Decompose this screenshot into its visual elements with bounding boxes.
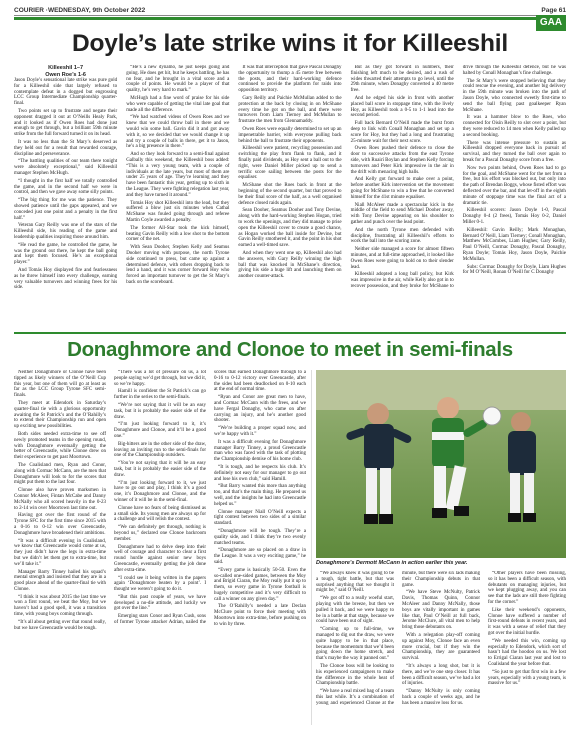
headline-killeeshil: Doyle’s late strike wins it for Killeeshil	[72, 30, 508, 57]
story-killeeshil-paragraphs	[14, 65, 566, 291]
article-paragraph: Hamill is confident the St Patrick’s can go further in the series to the semi-finals.	[114, 389, 206, 401]
article-paragraph: “Every game is basically 50-50. Even the so-called one-sided games, between the Moy and Brigid Ciaran, the Moy really put it up to them, so every game in Tyrone football is hugely competitive and it’s very difficult to call a winner on any given day.”	[214, 567, 306, 602]
score-block	[14, 65, 117, 78]
article-paragraph: “But this past couple of years, we have developed a no-die attitude, and luckily we got over the line.”	[114, 594, 206, 612]
page-number: Page 61	[541, 7, 566, 14]
article-paragraph: “We needed this win, coming up especially to Edendork, which sort of hasn’t had the hoodoo on us. We lost to Errigal Ciaran last year and lost to Coalisland the year before that.	[488, 638, 566, 667]
article-paragraph: “We had watched videos of Owen Roes and we knew that we could throw ball in there and we would win some ball. Gavin did it and got away with it, so we decided that we would change it up and try a couple of balls in there, get it to Jason, he’s a big presence in there.”	[126, 115, 230, 150]
article-paragraph: “I’m just looking forward to it, it’s Donaghmore and Clonoe, and it’ll be a good one.”	[114, 422, 206, 439]
article-paragraph: There was intense pressure to sustain as Killeeshil dropped everyone back in pursuit of survival, and they turned the ball over again to break for a Pascal Donaghy score from a free.	[462, 140, 566, 163]
article-paragraph: It was a hammer blow to the Roes, who connected for Oisín Reilly to slot over a point, but they were reduced to 14 men when Kelly pulled up a second booking.	[462, 115, 566, 138]
article-paragraph: “We got off to a really woeful start, playing with the breeze, but then we pulled it back, and we were happy to be in a battle at that stage, because we could have been out of sight.	[316, 596, 394, 625]
article-paragraph: Sean Dooher, Seamus Dooher and Tony Devine, along with the hard-working Stephen Hogan, tried to work the openings, and they did manage to prise open the Killeeshil cover to create a good chance, as Hogan worked the ball inside for Devine, but Gavin Reilly smothered it, and the point in his shot earned a well-timed save.	[238, 208, 342, 249]
headline-donaghmore-clonoe: Donaghmore and Clonoe to meet in semi-finals	[67, 338, 513, 361]
score-line-home: Killeeshil 1–7	[48, 65, 84, 71]
article-paragraph: Big-hitters are in the other side of the draw, leaving an inviting run to the semi-finals for one of the Championship outsiders.	[114, 441, 206, 459]
article-paragraph: “We always knew it was going to be a tough, tight battle, but that was surprised anything that we thought it might be,” said O’Neill.	[316, 571, 394, 594]
article-paragraph: Clonoe also have proven marksmen in Connor McAleer, Fintan McCabe and Danny McNally who all scored heavily in the 0-23 to 2-14 win over Moortown last time out.	[14, 488, 106, 511]
article-paragraph: Both sides needed extra-time to see off newly promoted teams in the opening round, with Donaghmore eventually getting the better of Greencastle, while Clonoe drew on their experience to get past Moortown.	[14, 431, 106, 461]
column-divider	[311, 370, 312, 725]
article-paragraph: Having got over the first round of the Tyrone SFC for the first time since 2015 with a 0-16 to 0-12 win over Greencastle, Donaghmore have broadened their ambitions.	[14, 513, 106, 536]
article-paragraph: Donaghmore had to delve deep into their well of courage and character to clear a first round hurdle against senior new boys Greencastle, eventually getting the job done after extra-time.	[114, 544, 206, 573]
story-killeeshil-body	[14, 65, 566, 327]
article-paragraph: “The big thing for me was the patience. They showed patience until the gaps appeared, and we conceded just one point and a penalty in the first half.”	[14, 198, 118, 221]
article-paragraph: Like their weekend’s opponents, Clonoe have suffered a number of first-round defeats in recent years, and it was with a sense of relief that they got over the initial hurdle.	[488, 607, 566, 636]
article-paragraph: McShane shot the Roes back in front at the beginning of the second quarter, but that proved to be their final score of the half, as a well organised defence closed raids again.	[238, 183, 342, 206]
article-paragraph: Neither side managed a score for almost fifteen minutes, and at full-time approached, it looked like Owen Roes were going to hold on to their slender lead.	[350, 247, 454, 270]
article-paragraph: “But Barry wanted this more than anything too, and that’s the main thing. He prepared us well, and the insights he had into Greencastle helped us.”	[214, 484, 306, 507]
football-action-photo	[316, 370, 566, 558]
article-paragraph: And so they look forward to a semi-final against Galbally this weekend, the Killeeshil boss added: “This is a very young team, with a couple of individuals at the late years, but most of them are under 25 years of age. They’re learning and they have been fantastic this year, getting up to sixth in the League. They were fighting relegation last year, and they have turned it around.”	[126, 152, 230, 198]
article-paragraph: “Ryan and Conor are great men to have, and Cormac McCann with the frees, and we have Fergal Donaghy, who came on after carrying an injury, and he’s another good shooter.	[214, 395, 306, 424]
masthead-date: COURIER ·WEDNESDAY, 9th October 2022	[14, 7, 146, 14]
article-paragraph: The St Mary’s were stopped believing that they could rescue the evening, and another big delivery in the 59th minute was broken into the path of Jason Doyle, who connected sweetly first-time to send the ball flying past goalkeeper Ryan McShane.	[462, 78, 566, 113]
article-paragraph: “We have a real mixed bag of a team this last while. It’s a combination of young and experienced Clonoe at the minute, but there were six lads making their Championship debuts in that game.	[316, 571, 480, 706]
article-paragraph: “Donaghmore are so placed on a draw in the League. It was a very exciting game,” he said.	[214, 548, 306, 565]
article-paragraph: “I could see it being written in the papers again ‘Donaghmore beaten by a point’. I thought we weren’t going to do it.	[114, 575, 206, 593]
mid-rule	[14, 332, 566, 334]
article-paragraph: Niall McAleer made a spectacular kick in the middle of the field to send Michael Dooher away, with Tony Devine appearing on his shoulder to gather and punch over the lead point.	[350, 202, 454, 225]
article-paragraph: “It was a difficult evening in Coalisland, we know that Greencastle would come at us, they just didn’t have the legs in extra-time but we didn’t let them get to extra-time, but we’ll take it.”	[14, 538, 106, 567]
section-bar	[14, 17, 566, 20]
article-paragraph: “Donaghmore will be tough. They’re a quality side, and I think they’re two evenly matched teams.	[214, 528, 306, 546]
article-paragraph: The former All-Star took the kick himself, beating Gavin Reilly with a low shot to the bottom corner of the net.	[126, 225, 230, 243]
article-paragraph: Neither Donaghmore or Clonoe have been tipped as likely winners of the O’Neill Cup this year, but one of them will go at least as far as the LCC Group Tyrone SFC semi-finals.	[14, 370, 106, 399]
article-paragraph: Clonoe manager Niall O’Neill expects a tight contest between two sides of a similar standard.	[214, 509, 306, 527]
article-paragraph: McHugh had a fine word of praise for his side who were capable of getting the vital late goal that made all the difference.	[126, 95, 230, 113]
article-paragraph: The Coalisland men, Ryan and Conor, along with Cormac McCann, are the men that Donaghmore will look to for the scores that might put them to the last four.	[14, 462, 106, 486]
article-paragraph: “There was a lot of pressure on us, a lot people saying we’d get through, but we did it, so we’re happy.	[114, 370, 206, 387]
article-paragraph: “Coming up to full-time, we managed to dig out the draw, we were quite happy to be in that place, because the momentum that we’d been going down the home stretch, and that’s maybe the way it panned out.”	[316, 627, 394, 662]
article-paragraph: Killeeshil scorers: Jason Doyle 1-0, Pascal Donaghy 0-4 (2 frees), Tomás Hoy 0-2, Daniel Miller 0-1.	[462, 208, 566, 225]
article-paragraph: And he edged his side in front with another placed ball score in stoppage time, with the lively Hoy, as Killeeshil took a 0-5 to 1-1 lead into the second period.	[350, 95, 454, 119]
article-paragraph: “You’re not saying that it will be an easy task, but it is probably the easier side of the draw.	[114, 461, 206, 478]
story-donaghmore-continued	[316, 571, 566, 725]
article-paragraph: “Danny McNulty is only coming back a couple of weeks ago, and he has been a massive loss for us.	[402, 689, 480, 706]
article-paragraph: The O’Rahilly’s needed a late Declan McClure point to force their meeting with Moortown into extra-time, before pushing on to win by three.	[214, 604, 306, 627]
article-paragraph: Now two points behind, Owen Roes had to go for the goal, and McShane went for the net from a free, but his effort was blocked out, but only into the path of Brendan Boggs, whose fisted effort was deflected over the bar, and that let-off in the eighth minute of stoppage time was the final act of a dramatic tie.	[462, 165, 566, 206]
article-paragraph: Tomás Hoy shot Killeeshil into the lead, but they suffered a blow just six minutes when Cathal McShane was fouled going through and referee Martin Coyle awarded a penalty.	[126, 200, 230, 223]
article-paragraph: “We can definitely get through, nothing is beyond us,” declared one Clonoe backroom member.	[114, 525, 206, 542]
article-paragraph: And Kelly got forward to make over a point, before another Kirk intervention set the movement going for McShane to win a free that he converted himself for the 41st minute equaliser.	[350, 177, 454, 200]
article-paragraph: “We’re not saying that it will be an easy task, but it is probably the easier side of the draw.	[114, 402, 206, 420]
article-paragraph: “So just to get that first win in a few years, especially with a young team, is massive for us.”	[488, 669, 566, 687]
article-paragraph: Full back Bernard O’Neill made the burst from deep to link with Conall Monaghan and set up a score for Hoy, but they had a long and frustrating 25-minute wait for their next score.	[350, 121, 454, 144]
article-paragraph: They meet at Edendork in Saturday’s quarter-final tie with a glorious opportunity awaiting the St Patrick’s and the O’Rahilly’s to extend their Championship run and open up exciting new possibilities.	[14, 400, 106, 430]
article-paragraph: “Other players have been missing, so it has been a difficult season, with debutants on managing injuries, but we kept plugging away, and you can see that the lads are still there fighting for the corner.”	[488, 571, 566, 605]
article-paragraph: Gary Reilly and Paichie McMullan added to the protection at the back by closing in on McShane every time he got on the ball, and there were turnovers from Liam Tierney and McMullan to frustrate the men from Glennamaddy.	[238, 95, 342, 125]
story-donaghmore-paragraphs	[14, 370, 306, 631]
article-paragraph: “He read the game, he controlled the game, he was the ground out there, he kept the ball going and kept them focused. He’s an exceptional player.”	[14, 242, 118, 266]
photo-caption: Donaghmore’s Dermott McCann in action earlier this year.	[316, 560, 468, 566]
article-paragraph: “It is tough, and he respects his club. It’s definitely not easy for our manager to go out and lose his own club,” said Hamill.	[214, 464, 306, 482]
article-paragraph: “I think it was about 2015 the last time we won a first round, we beat the Moy, but we haven’t had a good spell, it was a transition time, with young boys coming through.	[14, 594, 106, 618]
article-paragraph: Killeeshil: Gavin Reilly; Mark Monaghan, Bernard O’Neill, Liam Tierney; Conall Monaghan, Matthew McCombes, Liam Hughes; Gary Reilly, Paul O’Neill, Cormac Donaghy, Pascal Donaghy, Ryan Doyle; Tomás Hoy, Jason Doyle, Paichie McMullan.	[462, 227, 566, 262]
article-paragraph: And Tomás Hoy displayed fire and fearlessness as he threw himself into every challenge, earning very valuable turnovers and winning frees for his side.	[14, 267, 118, 291]
article-paragraph: Two points set up to frustrate and negate their opponent dragged it out at O’Neills Healy Park, and it looked as if Owen Roes had done just enough to get through, but a brilliant 59th minute strike from the full forward turned it on its head.	[14, 108, 118, 138]
article-paragraph: With a relegation play-off coming up against Moy, Clonoe face an even more crucial, but if they win the Championship, they are guaranteed survival.	[402, 632, 480, 662]
article-paragraph: “I thought in the first half we totally controlled the game, and in the second half we were in control, and then we gave away some silly points.	[14, 178, 118, 196]
article-paragraph: The Clonoe boss will be looking to his experienced campaigners to make the difference in the whole heat of Championship battle.	[316, 663, 394, 687]
article-paragraph: “It’s always a long shot, but it is there, and we’re one step closer. It has been a difficult season, we’ve had a lot of injuries.	[402, 663, 480, 687]
article-paragraph: Clonoe have no fears of being dismissed as a small side. Its young men are always up for a challenge and will relish the contest.	[114, 505, 206, 523]
article-paragraph: “The battling qualities of our team there tonight were absolutely exceptional,” said Killeeshil manager Stephen McHugh.	[14, 159, 118, 176]
score-line-away: Owen Roe’s 1-6	[45, 71, 86, 78]
article-paragraph: “He’s a new dynamo, he just keeps going and going. He does get hit, but he keeps battling, he has no fear, and he brought in a vital score and a couple of points. He would be a player of that quality, he’s very hard to mark.”	[126, 65, 230, 94]
article-paragraph: Jason Doyle’s sensational late strike was pure gold for a Killeeshil side that largely refused to contemplate defeat in a dogged but engrossing LCC Group Intermediate Championship quarter-final.	[14, 78, 118, 107]
story-donaghmore-body	[14, 370, 306, 725]
article-paragraph: Veteran Gary Reilly was one of the stars of the Killeeshil side, his reading of the game and leadership qualities inspiring those around him.	[14, 223, 118, 240]
article-paragraph: Killeeshil adopted a long ball policy, but Kirk was impressive in the air, while Kelly also got in to recover possession, and they broke for McShane to drive through the Killeeshil defence, but he was halted by Conall Monaghan’s fine challenge.	[350, 65, 566, 289]
article-paragraph: Subs: Cormac Donaghy for Doyle, Liam Hughes for M O’Neill, Ronan O’Neill for C Donaghy	[462, 264, 566, 276]
article-paragraph: But as they got forward in numbers, their finishing left much to be desired, and a rush of wides thwarted their attempts to go level, until the 29th minute, when Donaghy converted a 40 metre free.	[350, 65, 454, 94]
match-photo	[316, 370, 566, 558]
article-paragraph: It was that interception that gave Pascal Donaghy the opportunity to thump a 45 metre free between the posts, and their hard-working defence continued to provide the platform for raids into opposition territory.	[238, 65, 342, 94]
article-paragraph: Killeeshil were patient, recycling possession and switching the play from flank to flank, and it finally paid dividends, as Hoy sent a ball out to the right, were Daniel Miller picked up to send a terrific score sailing between the posts for the equaliser.	[238, 146, 342, 181]
article-paragraph: “We’re building a proper squad now, and we’re happy with it.”	[214, 426, 306, 437]
article-paragraph: Owen Roes were equally determined to set up an impenetrable barrier, with everyone pulling back behind the ball to frustrate their opponents.	[238, 126, 342, 144]
article-paragraph: Manager Barry Tinney hailed his squad’s mental strength and insisted that they are in a good place ahead of the quarter-final tie with Clonoe.	[14, 569, 106, 592]
section-tag: GAA	[536, 15, 566, 31]
article-paragraph: “It’s all about getting over that round really, but we have Greencastle would be tough.	[14, 619, 106, 631]
article-paragraph: “We have Steve McNulty, Patrick Davis, Thomas Quinn, Connor McAleer and Danny McNally, those boys are vitally important in games like that, Paul O’Neill at full back, Jerome McClure, all vital men to help bring those debutants on.	[402, 590, 480, 631]
article-paragraph: With Sean Dooher, Stephen Kelly and Seamus Dooher moving with purpose, the north Tyrone side continued to press, but came up against a determined defence, with others dropping back to lend a hand, and it was corner forward Hoy who forced an important turnover to get the St Mary’s back on the scoreboard.	[126, 245, 230, 285]
article-paragraph: It was no less than the St Mary’s deserved as they held out for a result that rewarded courage, discipline and perseverance.	[14, 139, 118, 157]
article-paragraph: Emerging stars Conor and Ryan Cush, sons of former Tyrone attacker Adrian, nailed the scores that earned Donaghmore through to a 0-16 to 0-12 victory over Greencastle, after the sides had been deadlocked on 0-10 each at the end of normal time.	[114, 370, 306, 626]
article-paragraph: Owen Roes pushed their defence to close the door to successive attacks from the east Tyrone side, with Ruairí Boylan and Stephen Kelly forcing turnovers and Peter Kirk impressive in the air in the drift with menacing high balls.	[350, 146, 454, 175]
article-paragraph: “I’m just looking forward to it, we just have to go out and play, I think it’s a good one, it’s Donaghmore and Clonoe, and the winner of it will be in the semi-final.	[114, 480, 206, 503]
article-paragraph: And the north Tyrone men defended with discipline, frustrating all Killeeshil’s efforts to work the ball into the scoring zone.	[350, 227, 454, 245]
article-paragraph: And when they went one up, Killeeshil also had the answers, with Gary Reilly winning the high ball that was knocked in McShane’s direction, giving his side a huge lift and launching them on another counter-attack.	[238, 250, 342, 280]
article-paragraph: It was a difficult evening for Donaghmore manager Barry Tinney, a proud Greencastle man who was faced with the task of plotting the Championship demise of his home club.	[214, 439, 306, 463]
story-donaghmore-continued-paragraphs	[316, 571, 566, 707]
top-rule	[14, 15, 566, 16]
